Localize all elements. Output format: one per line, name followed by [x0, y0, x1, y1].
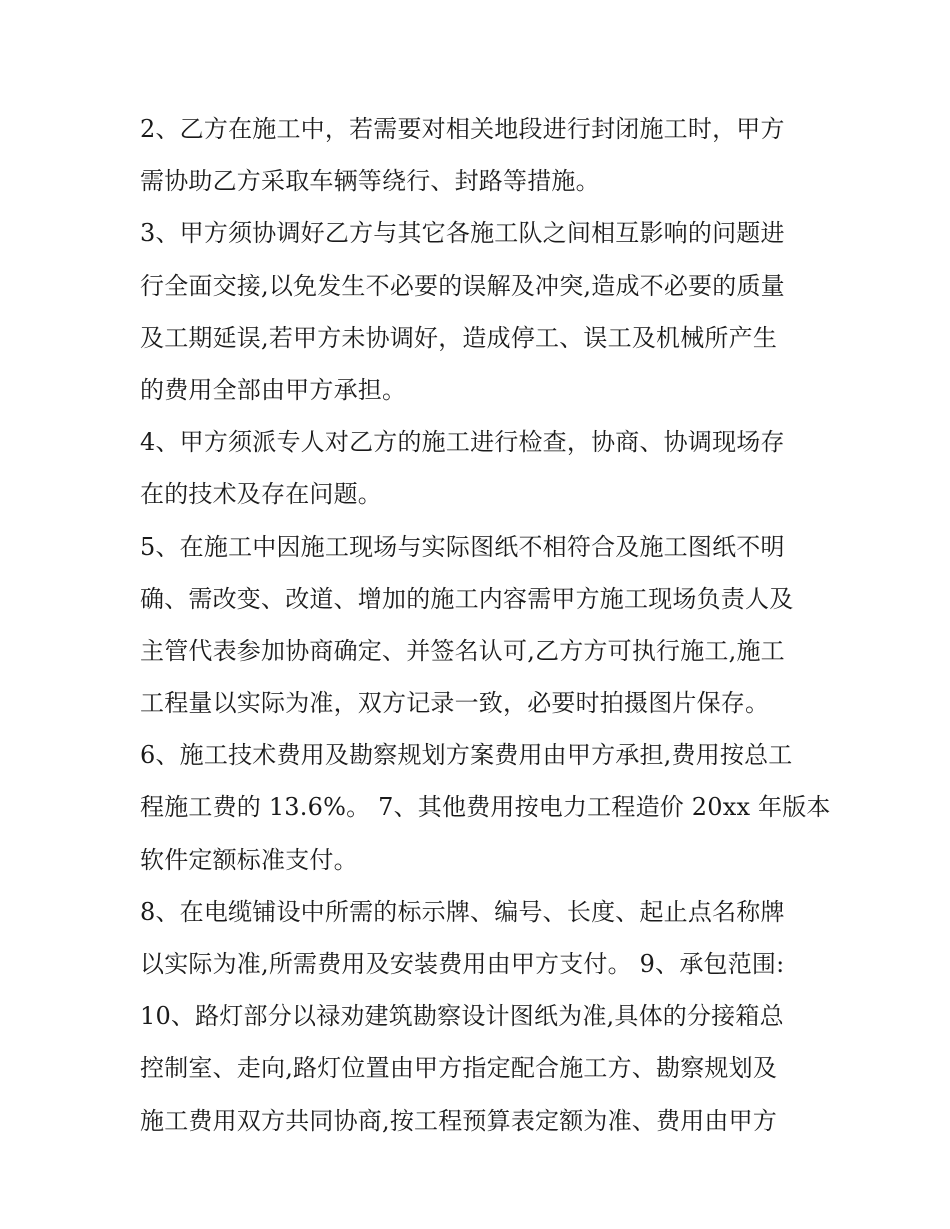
text-line: 在的技术及存在问题。: [140, 480, 382, 509]
text-line: 控制室、走向,路灯位置由甲方指定配合施工方、勘察规划及: [140, 1054, 778, 1083]
text-line: 工程量以实际为准，双方记录一致，必要时拍摄图片保存。: [140, 689, 770, 718]
text-line: 确、需改变、改道、增加的施工内容需甲方施工现场负责人及: [140, 584, 794, 613]
text-line: 软件定额标准支付。: [140, 845, 358, 874]
text-line: 5、在施工中因施工现场与实际图纸不相符合及施工图纸不明: [140, 532, 785, 561]
text-line: 10、路灯部分以禄劝建筑勘察设计图纸为准,具体的分接箱总: [140, 1002, 784, 1031]
text-line: 3、甲方须协调好乙方与其它各施工队之间相互影响的问题进: [140, 219, 785, 248]
text-line: 2、乙方在施工中，若需要对相关地段进行封闭施工时，甲方: [140, 115, 785, 143]
text-line: 施工费用双方共同协商,按工程预算表定额为准、费用由甲方: [140, 1106, 778, 1135]
text-line: 需协助乙方采取车辆等绕行、封路等措施。: [140, 167, 600, 196]
text-line: 主管代表参加协商确定、并签名认可,乙方方可执行施工,施工: [140, 636, 785, 665]
text-line: 的费用全部由甲方承担。: [140, 375, 407, 404]
text-line: 及工期延误,若甲方未协调好，造成停工、误工及机械所产生: [140, 323, 778, 352]
text-line: 以实际为准,所需费用及安装费用由甲方支付。 9、承包范围:: [140, 950, 785, 978]
document-body: [140, 107, 830, 1151]
text-line: 4、甲方须派专人对乙方的施工进行检查，协商、协调现场存: [140, 428, 785, 457]
text-line: 行全面交接,以免发生不必要的误解及冲突,造成不必要的质量: [140, 271, 785, 300]
text-line: 6、施工技术费用及勘察规划方案费用由甲方承担,费用按总工: [140, 741, 793, 770]
text-line: 程施工费的 13.6%。 7、其他费用按电力工程造价 20xx 年版本: [140, 793, 831, 822]
text-line: 8、在电缆铺设中所需的标示牌、编号、长度、起止点名称牌: [140, 897, 785, 926]
